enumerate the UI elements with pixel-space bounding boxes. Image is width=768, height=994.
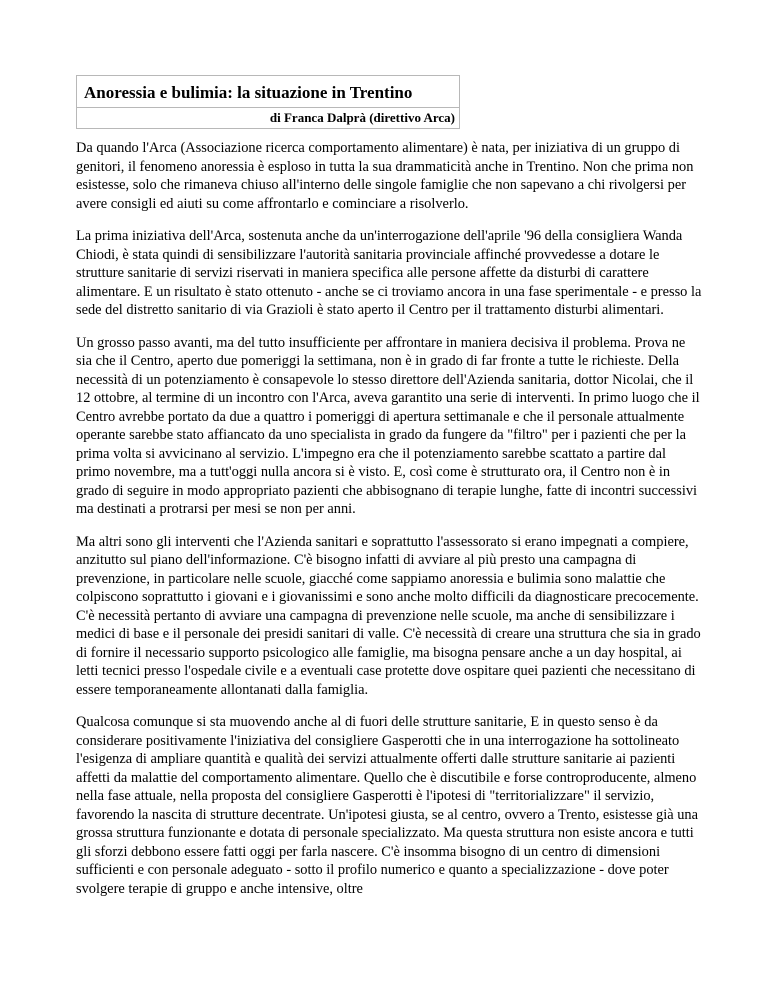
document-page (76, 75, 702, 912)
title-box (76, 75, 460, 129)
paragraph: Da quando l'Arca (Associazione ricerca comportamento alimentare) è nata, per iniziativa di un gruppo di genitori, il fenomeno anoressia è esploso in tutta la sua drammaticità anche in Trentino. Non che prima non esistesse, solo che rimaneva chiuso all'interno delle singole famiglie che non sapevano a chi rivolgersi per avere consigli ed aiuti su come affrontarlo e cominciare a risolverlo. (76, 140, 694, 212)
paragraph: Un grosso passo avanti, ma del tutto insufficiente per affrontare in maniera decisiva il problema. Prova ne sia che il Centro, aperto due pomeriggi la settimana, non è in grado di far fronte a tutte le richieste. Della necessità di un potenziamento è consapevole lo stesso direttore dell'Azienda sanitaria, dottor Nicolai, che il 12 ottobre, al termine di un incontro con l'Arca, aveva garantito una serie di interventi. In primo luogo che il Centro avrebbe portato da due a quattro i pomeriggi di apertura settimanale e che il personale attualmente operante sarebbe stato affiancato da uno specialista in grado da fungere da "filtro" per i pazienti che per la prima volta si avvicinano al servizio. L'impegno era che il potenziamento sarebbe scattato a partire dal primo novembre, ma a tutt'oggi nulla ancora si è visto. E, così come è strutturato ora, il Centro non è in grado di seguire in modo appropriato pazienti che abbisognano di terapie lunghe, fatte di incontri successivi ma destinati a protrarsi per mesi se non per anni. (76, 334, 700, 517)
article-title: Anoressia e bulimia: la situazione in Trentino (77, 76, 459, 108)
paragraph: La prima iniziativa dell'Arca, sostenuta anche da un'interrogazione dell'aprile '96 della consigliera Wanda Chiodi, è stata quindi di sensibilizzare l'autorità sanitaria provinciale affinché provvedesse a dotare le strutture sanitarie di servizi riservati in maniera specifica alle persone affette da disturbi di carattere alimentare. E un risultato è stato ottenuto - anche se ci troviamo ancora in una fase sperimentale - e presso la sede del distretto sanitario di via Grazioli è stato aperto il Centro per il trattamento disturbi alimentari. (76, 228, 702, 318)
article-author: di Franca Dalprà (direttivo Arca) (269, 110, 455, 125)
article-body (76, 139, 702, 898)
paragraph: Qualcosa comunque si sta muovendo anche al di fuori delle strutture sanitarie, E in questo senso è da considerare positivamente l'iniziativa del consigliere Gasperotti che in una interrogazione ha sottolineato l'esigenza di ampliare quantità e qualità dei servizi attualmente offerti dalle strutture sanitarie ai pazienti affetti da malattie del comportamento alimentare. Quello che è discutibile e forse controproducente, almeno nella fase attuale, nella proposta del consigliere Gasperotti è l'ipotesi di "territorializzare" il servizio, favorendo la nascita di strutture decentrate. Un'ipotesi giusta, se al centro, ovvero a Trento, esistesse già una grossa struttura funzionante e dotata di personale specializzato. Ma questa struttura non esiste ancora e tutti gli sforzi debbono essere fatti oggi per farla nascere. C'è insomma bisogno di un centro di dimensioni sufficienti e con personale adeguato - sotto il profilo numerico e quanto a specializzazione - dove poter svolgere terapie di gruppo e anche intensive, oltre (76, 714, 699, 897)
paragraph: Ma altri sono gli interventi che l'Azienda sanitari e soprattutto l'assessorato si erano impegnati a compiere, anzitutto sul piano dell'informazione. C'è bisogno infatti di avviare al più presto una campagna di prevenzione, in particolare nelle scuole, giacché come sappiamo anoressia e bulimia sono malattie che colpiscono soprattutto i giovani e i giovanissimi e sono anche molto difficili da diagnosticare precocemente. C'è necessità pertanto di avviare una campagna di prevenzione nelle scuole, ma anche di sensibilizzare i medici di base e il personale dei presidi sanitari di valle. C'è necessità di creare una struttura che sia in grado di fornire il necessario supporto psicologico alle famiglie, ma bisogna pensare anche a un day hospital, ai letti tecnici presso l'ospedale civile e a eventuali case protette dove ospitare quei pazienti che necessitano di essere temporaneamente allontanati dalla famiglia. (76, 533, 701, 698)
